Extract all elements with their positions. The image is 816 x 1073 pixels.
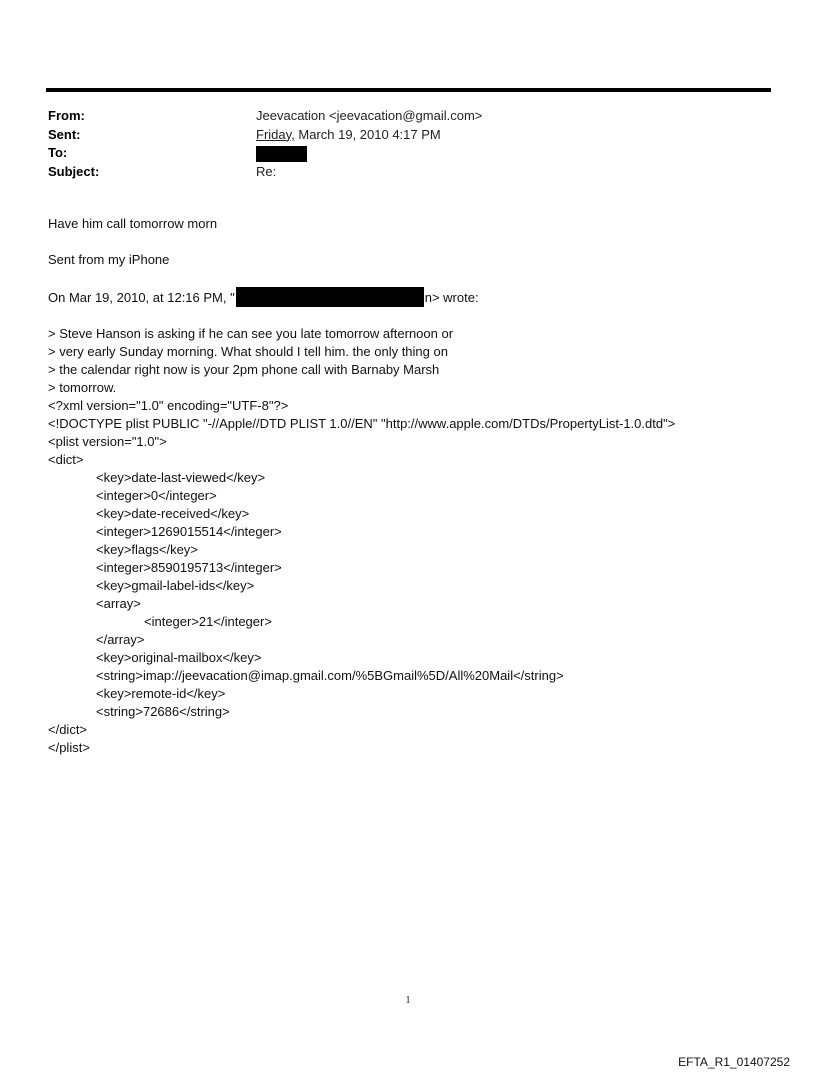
to-value xyxy=(256,144,307,163)
xml-line: </plist> xyxy=(48,740,90,755)
xml-line: <integer>0</integer> xyxy=(96,488,217,503)
xml-line: <key>date-received</key> xyxy=(96,506,250,521)
xml-line: <key>original-mailbox</key> xyxy=(96,650,262,665)
header-divider-rule xyxy=(46,88,771,92)
xml-line: </array> xyxy=(96,632,145,647)
sent-value xyxy=(256,126,441,145)
quoted-line: > the calendar right now is your 2pm phone call with Barnaby Marsh xyxy=(48,362,440,377)
xml-line: <key>remote-id</key> xyxy=(96,686,226,701)
xml-line: <key>gmail-label-ids</key> xyxy=(96,578,255,593)
xml-line: <!DOCTYPE plist PUBLIC "-//Apple//DTD PLIST 1.0//EN" "http://www.apple.com/DTDs/PropertyList-1.0.dtd"> xyxy=(48,416,676,431)
xml-line: <integer>1269015514</integer> xyxy=(96,524,282,539)
xml-line: <?xml version="1.0" encoding="UTF-8"?> xyxy=(48,398,289,413)
xml-line: <integer>21</integer> xyxy=(144,614,272,629)
sent-label: Sent: xyxy=(48,126,81,142)
quoted-line: > Steve Hanson is asking if he can see you late tomorrow afternoon or xyxy=(48,326,454,341)
xml-line: <string>imap://jeevacation@imap.gmail.com/%5BGmail%5D/All%20Mail</string> xyxy=(96,668,564,683)
xml-line: <key>flags</key> xyxy=(96,542,198,557)
signature-line: Sent from my iPhone xyxy=(48,252,170,267)
wrote-prefix: On Mar 19, 2010, at 12:16 PM, " xyxy=(48,290,235,305)
xml-line: <array> xyxy=(96,596,141,611)
to-label: To: xyxy=(48,145,68,160)
sender-redaction-block xyxy=(236,287,424,307)
body-line-1: Have him call tomorrow morn xyxy=(48,216,218,231)
wrote-suffix: n> wrote: xyxy=(424,290,479,305)
xml-line: <key>date-last-viewed</key> xyxy=(96,470,266,485)
xml-line: <plist version="1.0"> xyxy=(48,434,167,449)
from-label: From: xyxy=(48,108,85,123)
page-number: 1 xyxy=(405,995,411,1006)
xml-line: <integer>8590195713</integer> xyxy=(96,560,282,575)
to-redaction-block xyxy=(256,146,307,162)
sent-value-weekday: Friday, xyxy=(256,126,295,142)
wrote-line xyxy=(48,287,675,307)
xml-line: <string>72686</string> xyxy=(96,704,230,719)
quoted-line: > very early Sunday morning. What should I tell him. the only thing on xyxy=(48,344,448,359)
email-body xyxy=(48,215,675,757)
xml-line: <dict> xyxy=(48,452,84,467)
sent-value-date: March 19, 2010 4:17 PM xyxy=(294,126,441,142)
subject-value: Re: xyxy=(256,163,277,179)
bates-number: EFTA_R1_01407252 xyxy=(678,1055,790,1069)
quoted-line: > tomorrow. xyxy=(48,380,117,395)
xml-line: </dict> xyxy=(48,722,88,737)
from-value: Jeevacation <jeevacation@gmail.com> xyxy=(256,108,483,123)
subject-label: Subject: xyxy=(48,163,100,179)
